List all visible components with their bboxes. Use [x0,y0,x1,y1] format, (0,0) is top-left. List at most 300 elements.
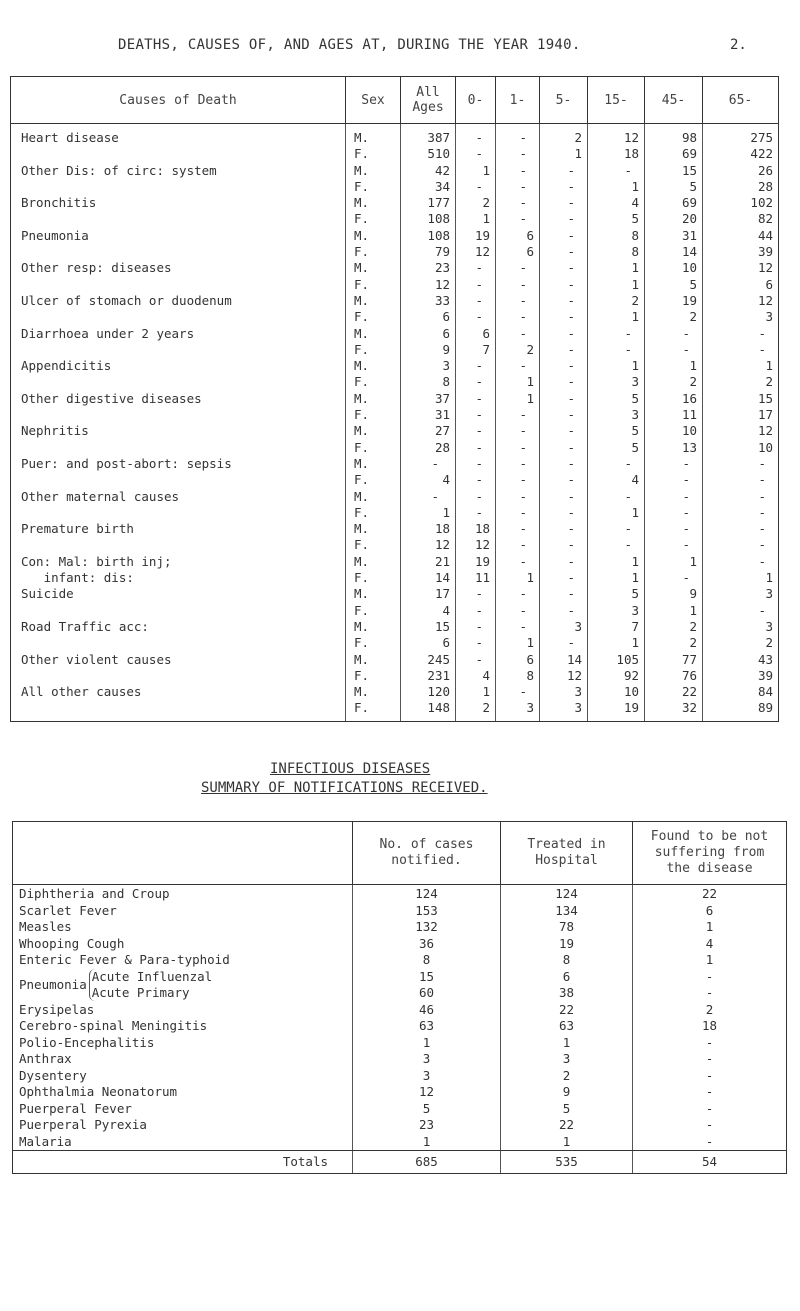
value-cell: 9 [401,342,456,358]
sex-cell: M. [346,423,401,439]
table-row [13,952,787,969]
table-row [13,1018,787,1035]
value-cell: - [540,163,588,179]
table-row [11,195,779,211]
value-cell: - [456,260,496,276]
value-cell: 1 [496,635,540,651]
value-cell: 20 [645,211,703,227]
value-cell: 8 [588,228,645,244]
cause-cell [11,668,346,684]
sex-cell: F. [346,277,401,293]
table-row [11,652,779,668]
value-cell: 2 [703,635,779,651]
table-row [13,936,787,953]
value-cell: 108 [401,211,456,227]
infectious-title: INFECTIOUS DISEASES [270,761,431,777]
disease-name: Puerperal Fever [13,1101,353,1118]
deaths-table [10,76,779,722]
notified-cell: 153 [353,903,501,920]
value-cell: - [456,179,496,195]
table-row [11,489,779,505]
value-cell: - [496,586,540,602]
cause-cell [11,407,346,423]
value-cell: 1 [588,358,645,374]
sex-cell: M. [346,260,401,276]
hospital-cell: 1 [501,1035,633,1052]
value-cell: - [496,260,540,276]
value-cell: - [703,326,779,342]
table-row [11,244,779,260]
deaths-col-header: 45- [645,77,703,124]
value-cell: 26 [703,163,779,179]
value-cell: - [496,163,540,179]
value-cell: 2 [496,342,540,358]
cause-cell [11,505,346,521]
value-cell: 275 [703,124,779,147]
totals-row [13,1151,787,1174]
value-cell: 21 [401,554,456,570]
value-cell: - [540,440,588,456]
value-cell: - [645,472,703,488]
value-cell: - [588,163,645,179]
value-cell: - [456,277,496,293]
disease-name: Diphtheria and Croup [13,885,353,903]
value-cell: - [588,342,645,358]
sex-cell: F. [346,700,401,721]
value-cell: 177 [401,195,456,211]
value-cell: 14 [540,652,588,668]
sex-cell: F. [346,635,401,651]
value-cell: - [496,472,540,488]
value-cell: 8 [496,668,540,684]
sex-cell: F. [346,309,401,325]
value-cell: - [540,195,588,211]
value-cell: 3 [703,586,779,602]
value-cell: 15 [645,163,703,179]
value-cell: - [540,358,588,374]
sex-cell: F. [346,537,401,553]
value-cell: 92 [588,668,645,684]
value-cell: - [456,440,496,456]
value-cell: - [496,277,540,293]
hospital-cell [501,969,633,1002]
table-row [11,554,779,570]
table-row [11,260,779,276]
value-cell: 5 [588,423,645,439]
hospital-cell: 22 [501,1002,633,1019]
hospital-cell: 2 [501,1068,633,1085]
hospital-cell: 124 [501,885,633,903]
sex-cell: F. [346,440,401,456]
cause-cell [11,603,346,619]
disease-name: Measles [13,919,353,936]
value-cell: 12 [703,423,779,439]
value-cell: - [703,505,779,521]
notified-cell: 23 [353,1117,501,1134]
disease-name [13,969,353,1002]
value-cell: 12 [401,277,456,293]
page-title: DEATHS, CAUSES OF, AND AGES AT, DURING THE YEAR 1940. [118,37,581,53]
value-cell: - [456,489,496,505]
value-cell: 1 [645,603,703,619]
notified-cell: 36 [353,936,501,953]
value-cell: 1 [496,570,540,586]
notified-cell: 1 [353,1035,501,1052]
value-cell: 17 [703,407,779,423]
value-cell: 4 [588,195,645,211]
value-cell: - [496,179,540,195]
value-cell: - [496,537,540,553]
value-cell: 12 [588,124,645,147]
table-row [13,903,787,920]
value-cell: 3 [703,309,779,325]
value-cell: - [540,228,588,244]
value-cell: - [588,456,645,472]
notified-cell: 5 [353,1101,501,1118]
table-row [11,472,779,488]
cause-cell: Other violent causes [11,652,346,668]
cause-cell: Diarrhoea under 2 years [11,326,346,342]
value-cell: 5 [588,211,645,227]
value-cell: - [540,342,588,358]
value-cell: 42 [401,163,456,179]
sex-cell: M. [346,195,401,211]
value-cell: - [645,521,703,537]
value-cell: 2 [645,374,703,390]
sex-cell: M. [346,652,401,668]
value-cell: 10 [645,423,703,439]
value-cell: 3 [496,700,540,721]
table-row [11,277,779,293]
table-row [11,228,779,244]
totals-h-cell: 535 [501,1151,633,1174]
cause-cell: Other maternal causes [11,489,346,505]
deaths-col-header: 5- [540,77,588,124]
value-cell: 1 [588,554,645,570]
header-not-suffering: Found to be not suffering from the disease [633,822,787,885]
sex-cell: M. [346,293,401,309]
value-cell: 19 [456,554,496,570]
cause-cell [11,440,346,456]
infectious-subtitle: SUMMARY OF NOTIFICATIONS RECEIVED. [201,780,488,796]
table-row [11,586,779,602]
value-cell: 28 [401,440,456,456]
value-cell: 10 [588,684,645,700]
table-row [11,358,779,374]
value-cell: - [540,554,588,570]
table-row [11,163,779,179]
sex-cell: M. [346,489,401,505]
value-cell: - [496,423,540,439]
table-row [13,885,787,903]
value-cell: 31 [401,407,456,423]
value-cell: 22 [645,684,703,700]
value-cell: 89 [703,700,779,721]
value-cell: 6 [703,277,779,293]
value-cell: 1 [456,211,496,227]
value-cell: 2 [540,124,588,147]
value-cell: 69 [645,195,703,211]
value-cell: 2 [645,635,703,651]
table-row [11,211,779,227]
table-row [13,1068,787,1085]
table-row [11,603,779,619]
value-cell: 1 [588,260,645,276]
value-cell: 10 [703,440,779,456]
sex-cell: M. [346,228,401,244]
value-cell: 6 [496,228,540,244]
cause-cell: Suicide [11,586,346,602]
value-cell: - [540,293,588,309]
pneumonia-acute-primary: Acute Primary [91,985,190,1000]
hospital-cell: 3 [501,1051,633,1068]
sex-cell: F. [346,407,401,423]
cause-cell [11,374,346,390]
value-cell: - [645,489,703,505]
hospital-cell: 19 [501,936,633,953]
value-cell: - [496,684,540,700]
cause-cell: Other digestive diseases [11,391,346,407]
deaths-col-header: 15- [588,77,645,124]
hospital-cell: 22 [501,1117,633,1134]
deaths-col-header: 1- [496,77,540,124]
value-cell: - [496,440,540,456]
cause-cell: Premature birth [11,521,346,537]
not-suffering-cell: 1 [633,952,787,969]
cause-cell: infant: dis: [11,570,346,586]
value-cell: - [456,456,496,472]
value-cell: - [456,309,496,325]
value-cell: - [496,456,540,472]
value-cell: 1 [588,505,645,521]
value-cell: 120 [401,684,456,700]
not-suffering-cell: 4 [633,936,787,953]
value-cell: 32 [645,700,703,721]
not-suffering-cell: - [633,1051,787,1068]
deaths-table-body [11,124,779,722]
value-cell: 1 [645,358,703,374]
value-cell: 1 [401,505,456,521]
value-cell: 1 [456,163,496,179]
table-row [11,456,779,472]
value: 6 [562,969,571,984]
value-cell: - [456,505,496,521]
value-cell: 148 [401,700,456,721]
value-cell: - [540,472,588,488]
value-cell: 1 [540,146,588,162]
sex-cell: F. [346,668,401,684]
value-cell: 1 [588,309,645,325]
value-cell: - [496,358,540,374]
value-cell: - [456,586,496,602]
value-cell: 8 [588,244,645,260]
value-cell: - [540,407,588,423]
value-cell: - [456,146,496,162]
deaths-col-header: Sex [346,77,401,124]
hospital-cell: 63 [501,1018,633,1035]
value-cell: - [496,124,540,147]
value-cell: - [645,537,703,553]
value-cell: 9 [645,586,703,602]
value-cell: 6 [401,309,456,325]
deaths-col-header: 0- [456,77,496,124]
value-cell: 4 [456,668,496,684]
value-cell: - [703,603,779,619]
value-cell: 12 [540,668,588,684]
value-cell: - [496,326,540,342]
table-row [11,521,779,537]
table-row [13,1002,787,1019]
notified-cell: 63 [353,1018,501,1035]
value-cell: - [401,456,456,472]
disease-name: Whooping Cough [13,936,353,953]
sex-cell: F. [346,603,401,619]
not-suffering-cell: - [633,1101,787,1118]
not-suffering-cell: - [633,1084,787,1101]
value-cell: 5 [588,586,645,602]
sex-cell: M. [346,163,401,179]
table-row [13,919,787,936]
cause-cell: Ulcer of stomach or duodenum [11,293,346,309]
table-row [13,969,787,1002]
hospital-cell: 78 [501,919,633,936]
table-row [13,1084,787,1101]
not-suffering-cell: 2 [633,1002,787,1019]
table-row [11,619,779,635]
cause-cell: Puer: and post-abort: sepsis [11,456,346,472]
value-cell: 4 [401,603,456,619]
disease-name: Scarlet Fever [13,903,353,920]
table-row [11,407,779,423]
value-cell: - [540,277,588,293]
sex-cell: F. [346,374,401,390]
sex-cell: F. [346,570,401,586]
table-row [11,570,779,586]
value-cell: - [496,521,540,537]
disease-name: Erysipelas [13,1002,353,1019]
value-cell: 5 [645,179,703,195]
value-cell: - [645,456,703,472]
value-cell: 18 [456,521,496,537]
value-cell: 28 [703,179,779,195]
value-cell: - [588,537,645,553]
value-cell: - [588,489,645,505]
value-cell: - [456,652,496,668]
value-cell: 12 [456,537,496,553]
value-cell: - [496,489,540,505]
sex-cell: M. [346,456,401,472]
value: - [705,969,714,984]
sex-cell: M. [346,521,401,537]
value-cell: 12 [401,537,456,553]
not-suffering-cell: - [633,1068,787,1085]
cause-cell [11,179,346,195]
sex-cell: F. [346,244,401,260]
cause-cell [11,309,346,325]
value-cell: 3 [401,358,456,374]
sex-cell: F. [346,179,401,195]
value-cell: - [496,505,540,521]
value-cell: - [456,358,496,374]
cause-cell: Con: Mal: birth inj; [11,554,346,570]
value-cell: - [540,244,588,260]
value-cell: 7 [456,342,496,358]
pneumonia-acute-influenzal: Acute Influenzal [91,969,213,984]
sex-cell: M. [346,391,401,407]
sex-cell: M. [346,326,401,342]
table-row [11,309,779,325]
value-cell: 14 [645,244,703,260]
sex-cell: M. [346,586,401,602]
not-suffering-cell: 6 [633,903,787,920]
value-cell: - [540,179,588,195]
pneumonia-label: Pneumonia [19,977,87,992]
cause-cell [11,211,346,227]
value-cell: 69 [645,146,703,162]
value-cell: 39 [703,668,779,684]
value-cell: - [588,326,645,342]
value-cell: 3 [540,684,588,700]
notified-cell: 46 [353,1002,501,1019]
value-cell: 23 [401,260,456,276]
table-row [11,700,779,721]
not-suffering-cell: - [633,1035,787,1052]
value-cell: 5 [588,391,645,407]
table-row [11,179,779,195]
value-cell: - [703,489,779,505]
deaths-table-header [11,77,779,124]
value-cell: 3 [588,407,645,423]
value: 60 [418,985,435,1000]
value-cell: 39 [703,244,779,260]
value-cell: 44 [703,228,779,244]
value-cell: 2 [588,293,645,309]
hospital-cell: 1 [501,1134,633,1151]
infectious-table [12,821,787,1174]
value-cell: 3 [588,603,645,619]
totals-label: Totals [13,1151,353,1174]
value-cell: 1 [588,635,645,651]
value-cell: 6 [456,326,496,342]
value-cell: 33 [401,293,456,309]
table-row [11,374,779,390]
page-number: 2. [730,37,747,53]
table-row [11,537,779,553]
disease-name: Malaria [13,1134,353,1151]
not-suffering-cell: - [633,1117,787,1134]
header-notified: No. of cases notified. [353,822,501,885]
sex-cell: F. [346,146,401,162]
table-row [11,342,779,358]
table-row [11,124,779,147]
table-row [11,684,779,700]
value-cell: - [456,124,496,147]
value-cell: 15 [401,619,456,635]
value-cell: - [540,521,588,537]
value-cell: - [645,342,703,358]
value-cell: 6 [401,635,456,651]
value-cell: 5 [588,440,645,456]
header-disease [13,822,353,885]
pneumonia-bracket [89,969,212,1001]
value-cell: 19 [588,700,645,721]
value-cell: - [496,293,540,309]
value-cell: - [456,407,496,423]
value-cell: 13 [645,440,703,456]
disease-name: Dysentery [13,1068,353,1085]
value-cell: 387 [401,124,456,147]
value-cell: - [645,570,703,586]
